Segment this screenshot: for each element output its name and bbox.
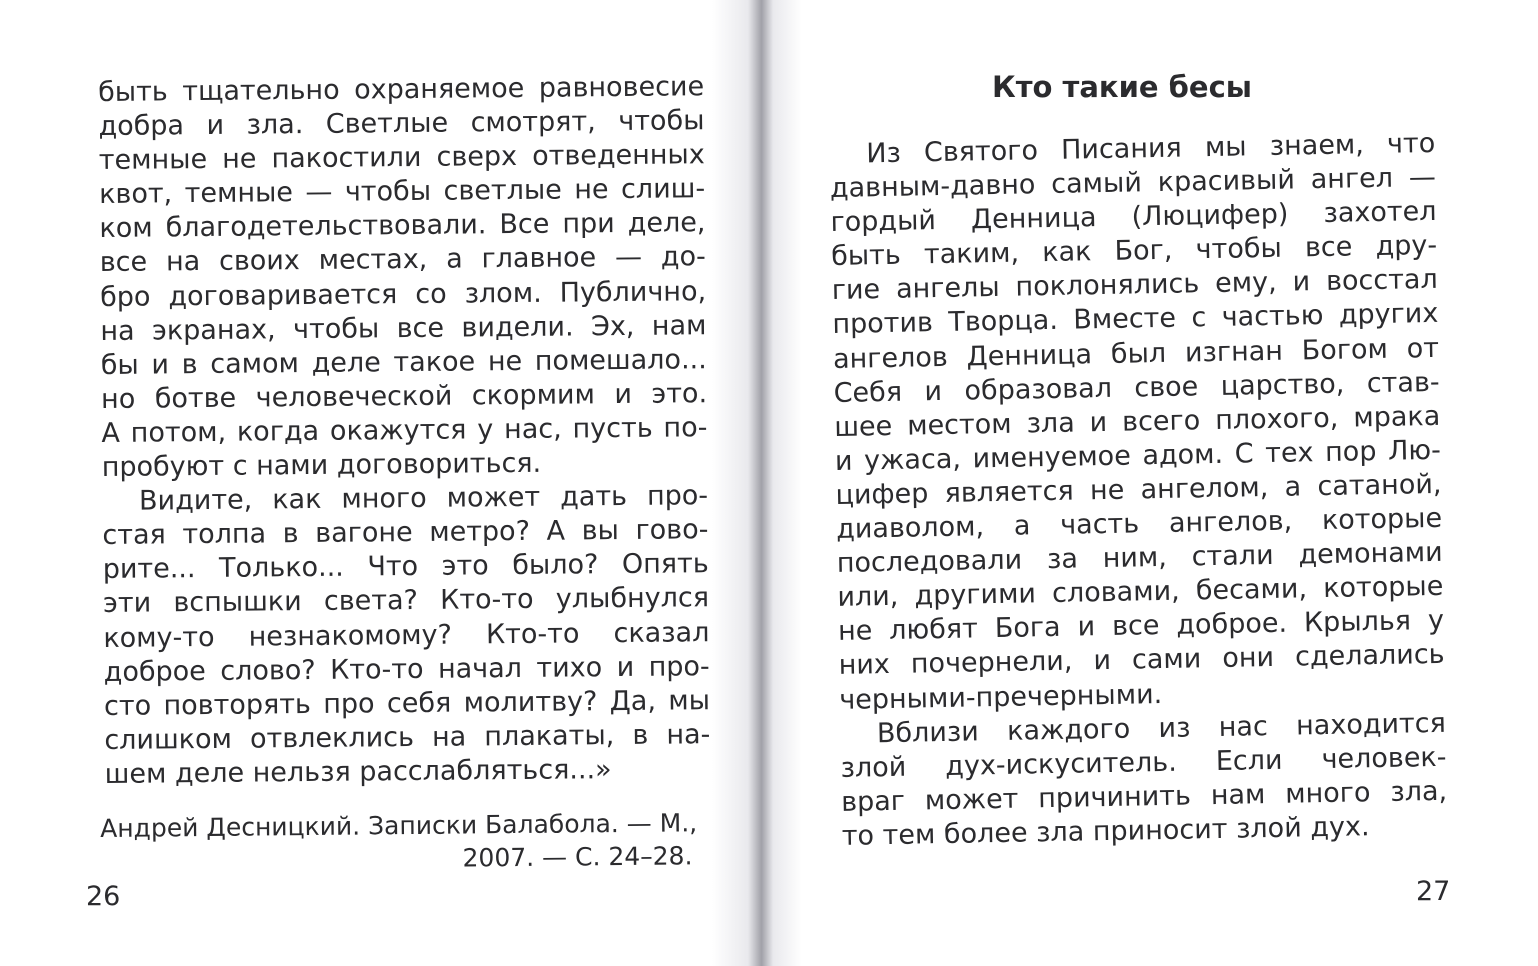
text-line: или, другими словами, бесами, которые	[837, 571, 1444, 614]
text-line: темные не пакостили сверх отведенных	[98, 139, 705, 177]
text-line: последовали за ним, стали демонами	[836, 536, 1443, 580]
text-line: гие ангелы поклонялись ему, и восстал	[831, 264, 1438, 307]
text-line: стая толпа в вагоне метро? А вы гово-	[102, 514, 709, 552]
text-line: ком благодетельствовали. Все при деле,	[99, 207, 706, 245]
text-line: бы и в самом деле такое не помешало...	[100, 343, 707, 381]
text-line: сто повторять про себя молитву? Да, мы	[103, 684, 711, 722]
text-line: быть тщательно охраняемое равновесие	[98, 71, 705, 108]
text-line: А потом, когда окажутся у нас, пусть по-	[101, 412, 708, 449]
text-line: бро договаривается со злом. Публично,	[99, 275, 707, 313]
text-line: на экранах, чтобы все видели. Эх, нам	[100, 309, 707, 347]
text-line: эти вспышки света? Кто-то улыбнулся	[102, 582, 710, 620]
text-line: то тем более зла приносит злой дух.	[841, 811, 1370, 852]
text-line: цифер является не ангелом, а сатаной,	[835, 468, 1442, 511]
text-line: кому-то незнакомому? Кто-то сказал	[103, 616, 710, 654]
page-number-left: 26	[86, 881, 121, 912]
text-line: враг может причинить нам много зла,	[840, 775, 1448, 818]
text-line: давным-давно самый красивый ангел —	[829, 161, 1437, 205]
text-line: доброе слово? Кто-то начал тихо и про-	[103, 650, 710, 688]
right-page-body	[829, 127, 1448, 854]
text-line: них почернели, и сами они сделались	[838, 639, 1445, 682]
chapter-heading: Кто такие бесы	[992, 70, 1253, 104]
text-line: злой дух-искуситель. Если человек-	[840, 741, 1447, 784]
left-page-body	[98, 70, 711, 792]
text-line: быть таким, как Бог, чтобы все дру-	[830, 230, 1438, 273]
source-line: Андрей Десницкий. Записки Балабола. — М.,	[100, 808, 698, 843]
text-line: гордый Денница (Люцифер) захотел	[830, 196, 1437, 239]
quote-source	[100, 806, 698, 878]
text-line: черными-пречерными.	[839, 678, 1163, 716]
text-line: квот, темные — чтобы светлые не слиш-	[98, 173, 706, 211]
text-line: и ужаса, именуемое адом. С тех пор Лю-	[834, 434, 1442, 477]
text-line: слишком отвлеклись на плакаты, в на-	[104, 718, 711, 756]
text-line: все на своих местах, а главное — до-	[99, 241, 706, 279]
page-number-right: 27	[1416, 876, 1451, 907]
text-line: шее местом зла и всего плохого, мрака	[834, 400, 1441, 443]
text-line: но ботве человеческой скормим и это.	[100, 378, 708, 415]
text-line: Себя и образовал свое царство, став-	[833, 366, 1440, 409]
text-line: диаволом, а часть ангелов, которые	[835, 502, 1443, 545]
text-line: шем деле нельзя расслабляться...»	[104, 753, 612, 790]
text-line: Из Святого Писания мы знаем, что	[866, 127, 1436, 170]
text-line: ангелов Денница был изгнан Богом от	[832, 332, 1440, 375]
text-line: пробуют с нами договориться.	[101, 447, 542, 484]
text-line: Видите, как много может дать про-	[138, 480, 709, 517]
text-line: против Творца. Вместе с частью других	[832, 298, 1439, 341]
text-line: добра и зла. Светлые смотрят, чтобы	[98, 105, 705, 143]
text-line: не любят Бога и все доброе. Крылья у	[837, 605, 1445, 648]
source-line: 2007. — С. 24–28.	[462, 841, 693, 873]
text-line: рите... Только... Что это было? Опять	[102, 548, 709, 586]
text-line: Вблизи каждого из нас находится	[876, 707, 1447, 749]
